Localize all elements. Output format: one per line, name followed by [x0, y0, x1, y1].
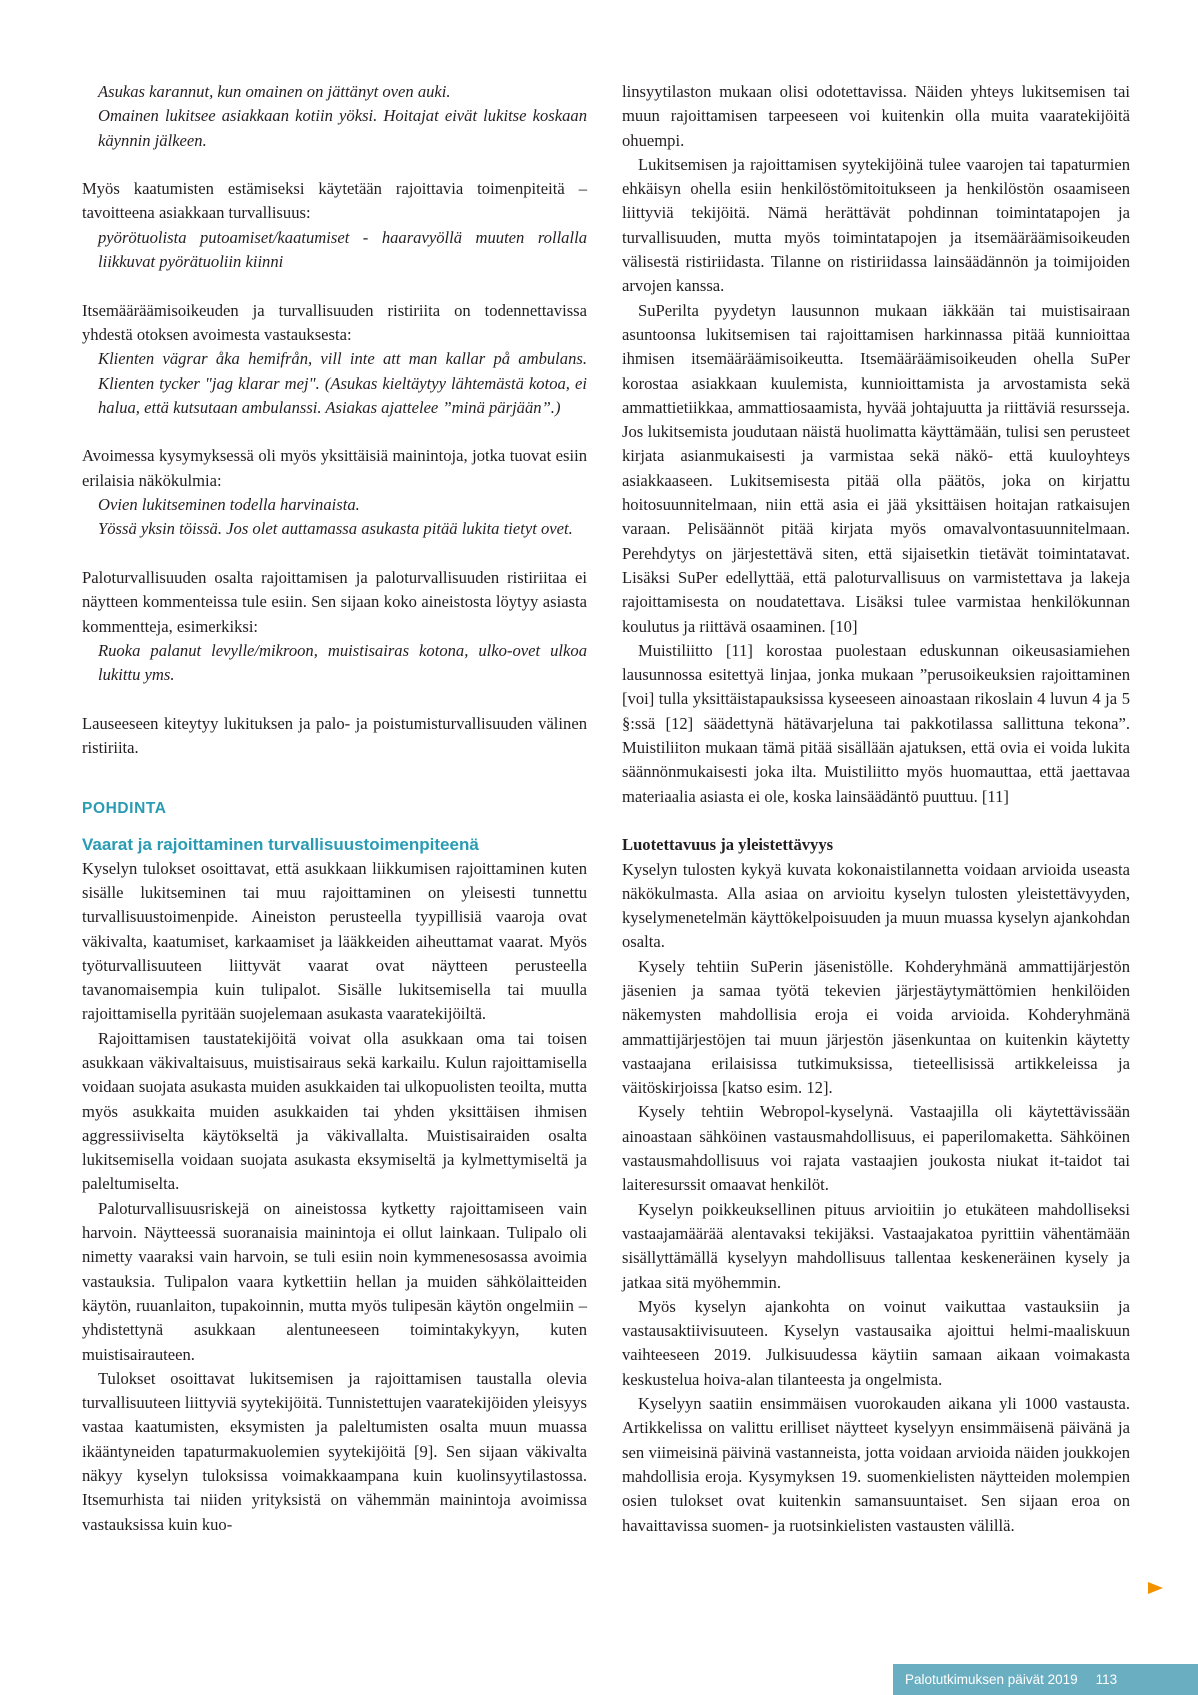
quote-line: Ovien lukitseminen todella harvinaista. — [98, 495, 360, 515]
paragraph: Paloturvallisuusriskejä on aineistossa kytketty rajoittamiseen vain harvoin. Näytteessä suoranaisia mainintoja ei ollut lainkaan. Tulipalo oli nimetty vaaraksi vain harvoin, se tuli esiin noin kymmenesosassa avoimia vastauksia. Tulipalon vaara kytkettiin hellan ja muiden sähkölaitteiden käytön, ruuanlaiton, tupakoinnin, mutta myös tulipesän käytön ongelmiin – yhdistettynä asukkaan alentuneeseen toimintakykyyn, kuten muistisairauteen. — [82, 1198, 587, 1364]
right-column — [622, 80, 1130, 1538]
paragraph: Itsemääräämisoikeuden ja turvallisuuden ristiriita on todennettavissa yhdestä otoksen avoimesta vastauksesta: — [82, 300, 587, 344]
paragraph: Kysely tehtiin Webropol-kyselynä. Vastaajilla oli käytettävissään ainoastaan sähköinen vastausmahdollisuus, ei paperilomaketta. Sähköinen vastausmahdollisuus voi rajata vastaajien joukosta niukat it-taidot tai laiteresurssit omaavat henkilöt. — [622, 1102, 1130, 1195]
subsection-heading: Luotettavuus ja yleistettävyys — [622, 835, 834, 855]
paragraph: Myös kyselyn ajankohta on voinut vaikuttaa vastauksiin ja vastausaktiivisuuteen. Kyselyn vastausaika ajoittui helmi-maaliskuun vaihteeseen 2019. Julkisuudessa käytiin samaan aikaan voimakasta keskustelua hoiva-alan tilanteesta ja ongelmista. — [622, 1296, 1130, 1389]
page-footer — [893, 1664, 1198, 1695]
paragraph: Myös kaatumisten estämiseksi käytetään rajoittavia toimenpiteitä – tavoitteena asiakkaan turvallisuus: — [82, 179, 587, 223]
triangle-right-icon — [1148, 1582, 1163, 1594]
paragraph: Lukitsemisen ja rajoittamisen syytekijöinä tulee vaarojen tai tapaturmien ehkäisyn ohella esiin henkilöstömitoitukseen ja henkilöstön osaamiseen liittyviä tekijöitä. Nämä herättävät pohdinnan toimintatapojen ja turvallisuuden, mutta myös toimintatapojen ja itsemääräämisoikeuden välisestä ristiriidasta. Tilanne on ristiriidassa lainsäädännön ja toimijoiden arvojen kanssa. — [622, 154, 1130, 296]
paragraph: SuPerilta pyydetyn lausunnon mukaan iäkkään tai muistisairaan asuntoonsa lukitsemisen tai rajoittamisen harkinnassa pitää kunnioittaa ihmisen itsemääräämisoikeutta. Itsemääräämisoikeuden ohella SuPer korostaa asiakkaan kuulemista, kunnioittamista ja arvostamista sekä ammattietiikkaa, ammattiosaamista, hyvää johtajuutta ja riittäviä resursseja. Jos lukitsemista joudutaan näistä huolimatta käyttämään, tulisi sen perusteet kirjata asianmukaisesti ja varmistaa sekä näkö- että kuuloyhteys asiakkaaseen. Lukitsemisesta pitää olla päätös, joka on kirjattu hoitosuunnitelmaan, niin että asia ei jää yksittäisen hoitajan ratkaisujen varaan. Pelisäännöt pitää kirjata myös omavalvontasuunnitelmaan. Perehdytys on järjestettävä siten, että sijaisetkin tietävät toimintatavat. Lisäksi SuPer edellyttää, että paloturvallisuus on varmistettava ja lakeja rajoittamisesta on noudatettava. Lisäksi tulee varmistaa henkilökunnan koulutus ja riittävä osaaminen. [10] — [622, 300, 1130, 636]
paragraph: Kyselyn tulokset osoittavat, että asukkaan liikkumisen rajoittaminen kuten sisälle lukitseminen tai muu rajoittaminen on yleisesti tunnettu turvallisuustoimenpide. Aineiston perusteella tyypillisiä vaaroja ovat väkivalta, kaatumiset, karkaamiset ja lääkkeiden aiheuttamat vaarat. Myös työturvallisuuteen liittyvät vaarat ovat näytteen perusteella tavanomaisempia kuin tulipalot. Sisälle lukitsemisella tai muulla rajoittamisella pyritään suojelemaan asukasta vaaratekijöiltä. — [82, 858, 587, 1024]
paragraph: Paloturvallisuuden osalta rajoittamisen ja paloturvallisuuden ristiriitaa ei näytteen kommenteissa tule esiin. Sen sijaan koko aineistosta löytyy asiasta kommentteja, esimerkiksi: — [82, 567, 587, 636]
paragraph: Kysely tehtiin SuPerin jäsenistölle. Kohderyhmänä ammattijärjestön jäsenien ja samaa työtä tekevien järjestäytymättömien henkilöiden näkemysten mahdollisia eroja ei voida arvioida. Kohderyhmänä ammattijärjestöjen tai muun järjestön jäsenkuntaa on kuitenkin käytetty vastaajana erilaisissa tutkimuksissa, tieteellisissä artikkeleissa ja väitöskirjoissa [katso esim. 12]. — [622, 956, 1130, 1098]
paragraph: Kyselyn tulosten kykyä kuvata kokonaistilannetta voidaan arvioida useasta näkökulmasta. Alla asiaa on arvioitu kyselyn tulosten yleistettävyyden, kyselymenetelmän käyttökelpoisuuden ja muun muassa kyselyn ajankohdan osalta. — [622, 859, 1130, 952]
paragraph: Muistiliitto [11] korostaa puolestaan eduskunnan oikeusasiamiehen lausunnossa esitettyä linjaa, jonka mukaan ”perusoikeuksien rajoittaminen [voi] tulla yksittäistapauksissa kyseeseen ainoastaan rikoslain 4 luvun 4 ja 5 §:ssä [12] säädettynä hätävarjeluna tai pakkotilassa sallittuna tekona”. Muistiliiton mukaan tämä pitää sisällään ajatuksen, että ovia ei voida lukita säännönmukaisesti joka ilta. Muistiliitto myös huomauttaa, että jaettavaa materiaalia asiasta ei ole, koska lainsäädäntö puuttuu. [11] — [622, 640, 1130, 806]
footer-title: Palotutkimuksen päivät 2019 — [905, 1672, 1078, 1687]
paragraph: Avoimessa kysymyksessä oli myös yksittäisiä mainintoja, jotka tuovat esiin erilaisia näkökulmia: — [82, 446, 587, 490]
quote: pyörötuolista putoamiset/kaatumiset - haaravyöllä muuten rollalla liikkuvat pyörätuoliin kiinni — [98, 227, 587, 272]
subsection-heading: Vaarat ja rajoittaminen turvallisuustoimenpiteenä — [82, 834, 479, 854]
paragraph: Lauseeseen kiteytyy lukituksen ja palo- ja poistumisturvallisuuden välinen ristiriita. — [82, 713, 587, 758]
section-heading: POHDINTA — [82, 799, 167, 817]
paragraph: Tulokset osoittavat lukitsemisen ja rajoittamisen taustalla olevia turvallisuuteen liittyviä syytekijöitä. Tunnistettujen vaaratekijöiden yleisyys vastaa kaatumisten, eksymisten ja paleltumisten osalta muun muassa ikääntyneiden tapaturmakuolemien syytekijöitä [9]. Sen sijaan väkivalta näkyy kyselyn tuloksissa voimakkaampana kuin kuolinsyytilastossa. Itsemurhista tai niiden yrityksistä on vähemmän mainintoja avoimissa vastauksissa kuin kuo- — [82, 1368, 587, 1534]
quote-line: Omainen lukitsee asiakkaan kotiin yöksi. Hoitajat eivät lukitse koskaan käynnin jälkeen. — [98, 106, 587, 150]
page-number: 113 — [1095, 1672, 1118, 1687]
paragraph: Kyselyn poikkeuksellinen pituus arvioitiin jo etukäteen mahdolliseksi vastaajamäärää alentavaksi tekijäksi. Vastaajakatoa pyrittiin vähentämään sisällyttämällä kyselyyn mahdollisuus tallentaa keskeneräinen kysely ja jatkaa sitä myöhemmin. — [622, 1199, 1130, 1292]
paragraph: Rajoittamisen taustatekijöitä voivat olla asukkaan oma tai toisen asukkaan väkivaltaisuus, muistisairaus sekä karkailu. Kulun rajoittamisella voidaan suojata asukasta muiden asukkaiden tai ulkopuolisten teoilta, mutta myös asukkaita muiden asukkaiden tai yhden yksittäisen ihmisen aggressiiviselta käytökseltä ja väkivallalta. Muistisairaiden osalta lukitsemisella voidaan suojata asukasta eksymiseltä ja kylmettymiseltä ja paleltumiselta. — [82, 1028, 587, 1194]
quote: Klienten vägrar åka hemifrån, vill inte att man kallar på ambulans. Klienten tycker "jag klarar mej". (Asukas kieltäytyy lähtemästä kotoa, ei halua, että kutsutaan ambulanssi. Asiakas ajattelee ”minä pärjään”.) — [98, 349, 587, 417]
paragraph: Kyselyyn saatiin ensimmäisen vuorokauden aikana yli 1000 vastausta. Artikkelissa on valittu erilliset näytteet kyselyyn ensimmäisenä päivänä ja sen viimeisinä päivinä vastanneista, jotta voidaan arvioida näiden joukkojen mahdollisia eroja. Kysymyksen 19. suomenkielisten näytteiden molempien osien tulokset ovat kuitenkin samansuuntaiset. Sen sijaan eroa on havaittavissa suomen- ja ruotsinkielisten vastausten välillä. — [622, 1394, 1130, 1535]
quote-line: Yössä yksin töissä. Jos olet auttamassa asukasta pitää lukita tietyt ovet. — [98, 519, 573, 539]
paragraph: linsyytilaston mukaan olisi odotettavissa. Näiden yhteys lukitsemisen tai muun rajoittamisen tarpeeseen voi kuitenkin olla muita vaaratekijöitä ohuempi. — [622, 82, 1130, 150]
left-column — [82, 80, 587, 1537]
quote-line: Asukas karannut, kun omainen on jättänyt oven auki. — [98, 82, 451, 101]
quote: Ruoka palanut levylle/mikroon, muistisairas kotona, ulko-ovet ulkoa lukittu yms. — [98, 640, 587, 685]
